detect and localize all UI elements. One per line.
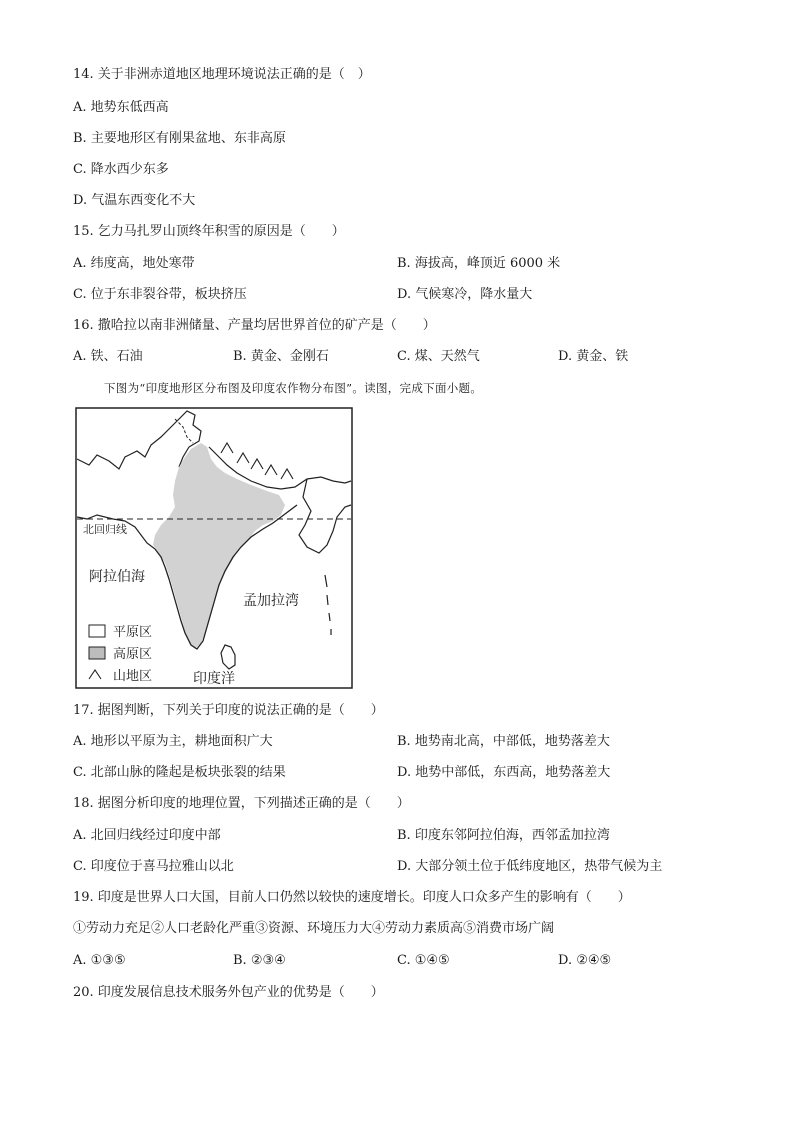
question-16-option-c: C. 煤、天然气 [397, 349, 480, 364]
question-18-option-c: C. 印度位于喜马拉雅山以北 [73, 859, 234, 874]
question-17-option-c: C. 北部山脉的隆起是板块张裂的结果 [73, 765, 286, 780]
arabian-sea-label: 阿拉伯海 [89, 569, 145, 585]
question-18-stem: 18. 据图分析印度的地理位置，下列描述正确的是（ ） [73, 796, 410, 811]
question-19-option-d: D. ②④⑤ [558, 953, 612, 968]
map-caption: 下图为“印度地形区分布图及印度农作物分布图”。读图，完成下面小题。 [104, 381, 483, 395]
legend-plain-label: 平原区 [113, 625, 153, 640]
question-14-option-d: D. 气温东西变化不大 [73, 193, 196, 208]
question-16-option-b: B. 黄金、金刚石 [233, 349, 329, 364]
question-14-stem: 14. 关于非洲赤道地区地理环境说法正确的是（ ） [73, 67, 371, 82]
question-14-option-a: A. 地势东低西高 [73, 100, 169, 115]
question-14-option-c: C. 降水西少东多 [73, 162, 169, 177]
question-15-option-b: B. 海拔高，峰顶近 6000 米 [397, 256, 561, 271]
question-15-option-c: C. 位于东非裂谷带，板块挤压 [73, 287, 247, 302]
indian-ocean-label: 印度洋 [193, 671, 235, 687]
question-18-option-d: D. 大部分领土位于低纬度地区，热带气候为主 [397, 859, 663, 874]
question-18-option-a: A. 北回归线经过印度中部 [73, 828, 221, 843]
legend-plateau-swatch [89, 647, 105, 659]
question-15-option-d: D. 气候寒冷，降水量大 [397, 287, 533, 302]
question-18-option-b: B. 印度东邻阿拉伯海，西邻孟加拉湾 [397, 828, 610, 843]
bay-of-bengal-label: 孟加拉湾 [243, 593, 299, 609]
legend-mountain-label: 山地区 [113, 669, 153, 684]
question-17-option-b: B. 地势南北高，中部低，地势落差大 [397, 734, 610, 749]
question-16-option-a: A. 铁、石油 [73, 349, 143, 364]
question-16-option-d: D. 黄金、铁 [558, 349, 629, 364]
question-19-option-b: B. ②③④ [233, 953, 286, 968]
legend-plateau-label: 高原区 [113, 647, 153, 662]
tropic-label: 北回归线 [83, 523, 127, 536]
question-15-stem: 15. 乞力马扎罗山顶终年积雪的原因是（ ） [73, 224, 345, 239]
question-19-stem: 19. 印度是世界人口大国，目前人口仍然以较快的速度增长。印度人口众多产生的影响有（ ） [73, 890, 631, 905]
question-17-option-d: D. 地势中部低，东西高，地势落差大 [397, 765, 611, 780]
question-19-option-a: A. ①③⑤ [73, 953, 126, 968]
question-15-option-a: A. 纬度高，地处寒带 [73, 256, 195, 271]
question-17-stem: 17. 据图判断，下列关于印度的说法正确的是（ ） [73, 703, 384, 718]
india-terrain-map [75, 407, 353, 689]
question-19-option-c: C. ①④⑤ [397, 953, 450, 968]
question-17-option-a: A. 地形以平原为主，耕地面积广大 [73, 734, 273, 749]
question-19-items: ①劳动力充足②人口老龄化严重③资源、环境压力大④劳动力素质高⑤消费市场广阔 [73, 921, 555, 936]
question-20-stem: 20. 印度发展信息技术服务外包产业的优势是（ ） [73, 985, 384, 1000]
question-14-option-b: B. 主要地形区有刚果盆地、东非高原 [73, 131, 286, 146]
question-16-stem: 16. 撒哈拉以南非洲储量、产量均居世界首位的矿产是（ ） [73, 318, 436, 333]
legend-plain-swatch [89, 625, 105, 637]
